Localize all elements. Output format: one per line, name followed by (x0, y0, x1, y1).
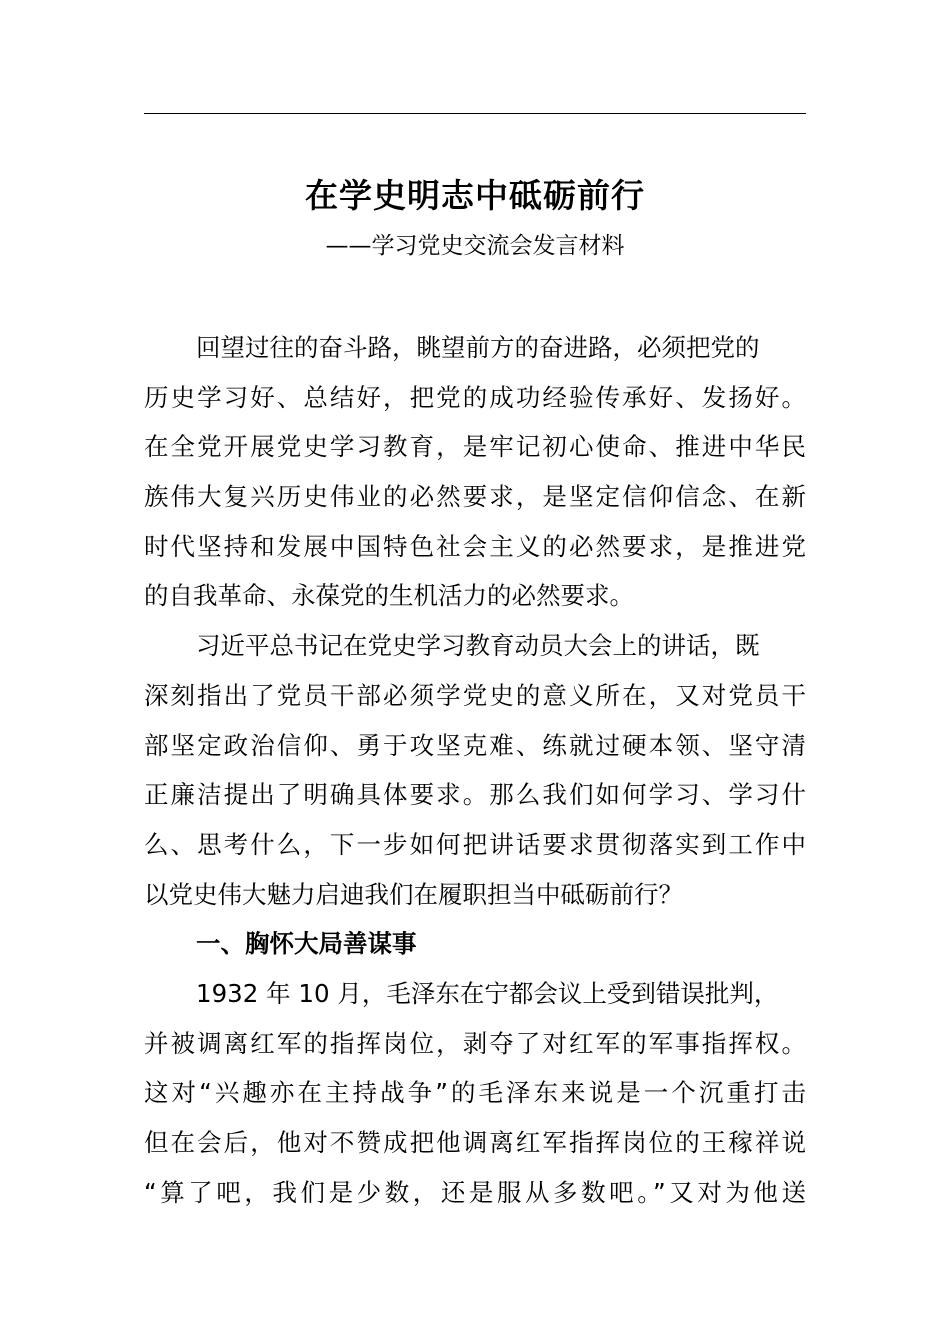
section-heading: 一、胸怀大局善谋事 (196, 929, 417, 959)
paragraph-line: 时代坚持和发展中国特色社会主义的必然要求，是推进党 (144, 531, 806, 561)
paragraph-line: 的自我革命、永葆党的生机活力的必然要求。 (144, 581, 634, 611)
paragraph-line: 并被调离红军的指挥岗位，剥夺了对红军的军事指挥权。 (144, 1028, 806, 1058)
paragraph-line: 么、思考什么，下一步如何把讲话要求贯彻落实到工作中 (144, 829, 806, 859)
paragraph-line: 这对“兴趣亦在主持战争”的毛泽东来说是一个沉重打击 (144, 1078, 806, 1108)
document-subtitle: ——学习党史交流会发言材料 (325, 233, 625, 259)
document-title: 在学史明志中砥砺前行 (305, 176, 645, 215)
paragraph-line: “算了吧，我们是少数，还是服从多数吧。”又对为他送 (144, 1177, 806, 1207)
paragraph-line: 以党史伟大魅力启迪我们在履职担当中砥砺前行？ (144, 879, 683, 909)
paragraph-line: 历史学习好、总结好，把党的成功经验传承好、发扬好。 (144, 382, 806, 412)
paragraph-line: 正廉洁提出了明确具体要求。那么我们如何学习、学习什 (144, 780, 806, 810)
paragraph-line: 族伟大复兴历史伟业的必然要求，是坚定信仰信念、在新 (144, 482, 806, 512)
paragraph-line: 回望过往的奋斗路，眺望前方的奋进路，必须把党的 (196, 333, 760, 362)
paragraph-line: 1932 年 10 月，毛泽东在宁都会议上受到错误批判， (196, 978, 779, 1008)
paragraph-line: 部坚定政治信仰、勇于攻坚克难、练就过硬本领、坚守清 (144, 730, 806, 760)
paragraph-line: 习近平总书记在党史学习教育动员大会上的讲话，既 (196, 631, 760, 661)
paragraph-line: 深刻指出了党员干部必须学党史的意义所在，又对党员干 (144, 680, 806, 710)
paragraph-line: 在全党开展党史学习教育，是牢记初心使命、推进中华民 (144, 432, 806, 462)
document-body (144, 323, 806, 1217)
paragraph-line: 但在会后，他对不赞成把他调离红军指挥岗位的王稼祥说 (144, 1128, 806, 1157)
header-rule (144, 113, 806, 114)
